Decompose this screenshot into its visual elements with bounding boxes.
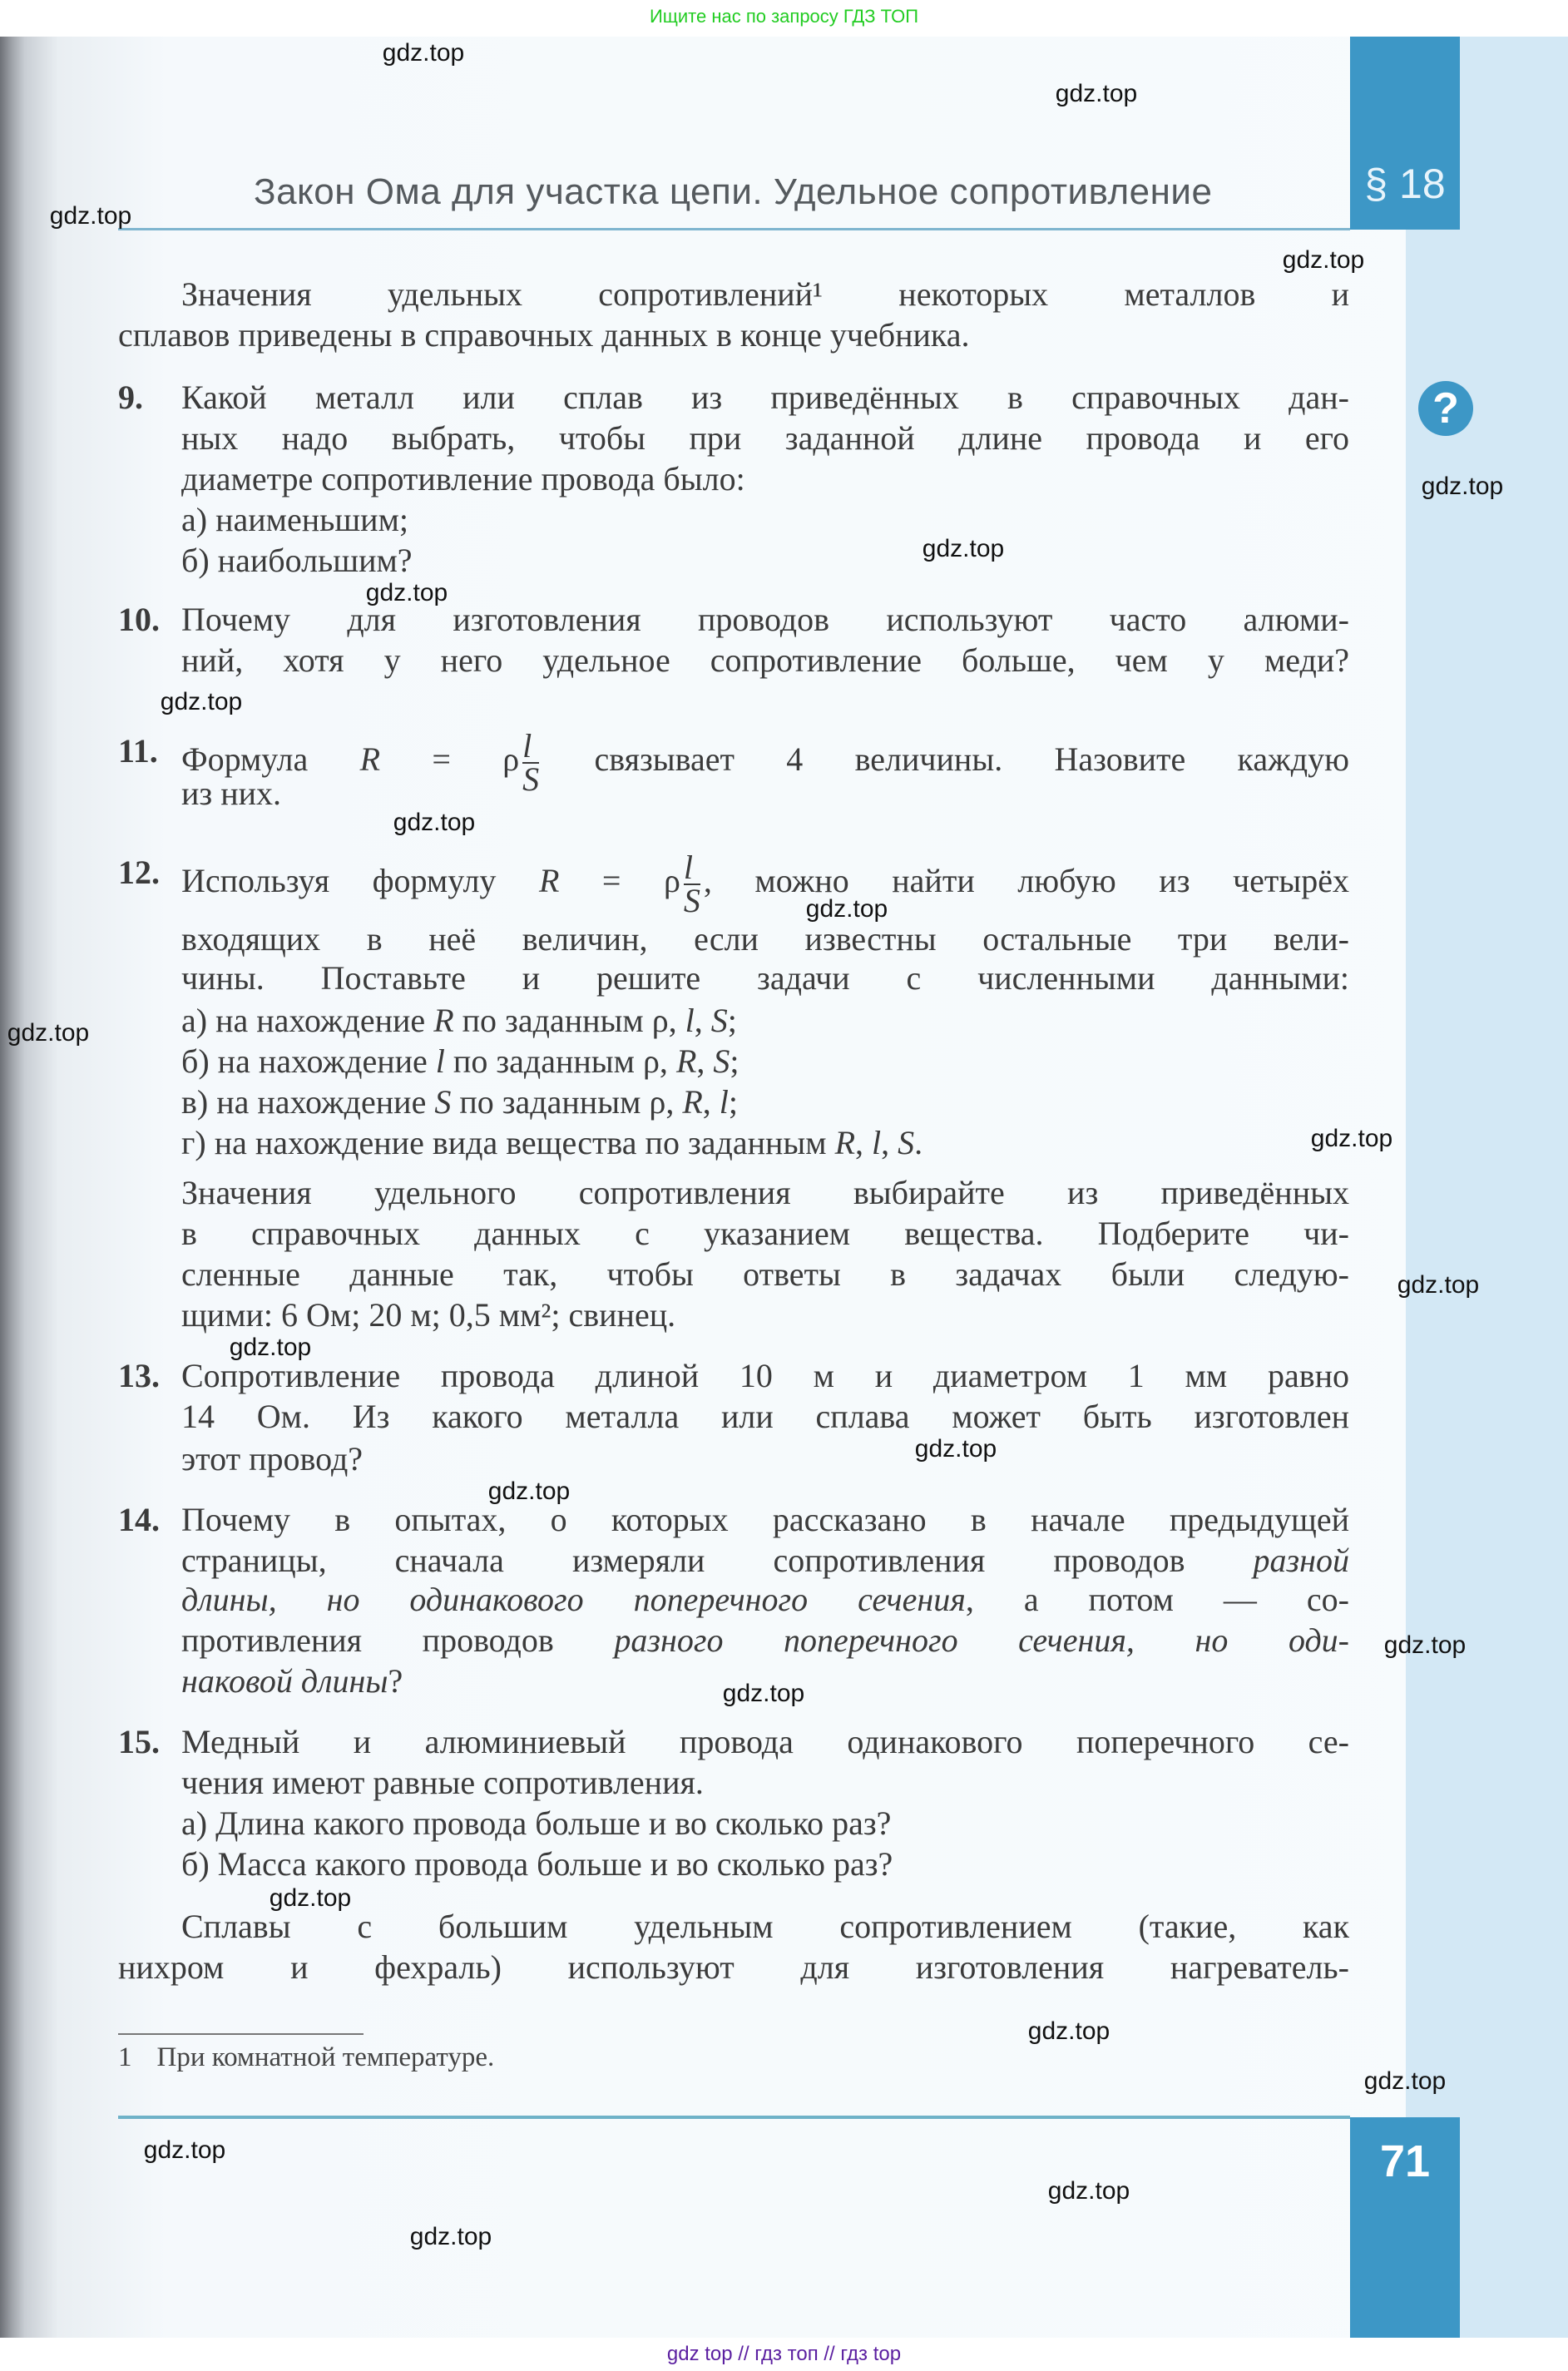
text-segment: этот провод? — [181, 1440, 364, 1478]
text-segment: по заданным ρ, — [453, 1002, 685, 1039]
text-line — [181, 727, 1349, 805]
text-segment: , — [881, 1124, 898, 1161]
text-line — [181, 1438, 363, 1480]
bottom-banner: gdz top // гдз топ // гдз top — [0, 2338, 1568, 2371]
italic-segment: разной — [1253, 1542, 1349, 1579]
text-segment: чины. Поставьте и решите задачи с численными данными: — [181, 959, 1349, 997]
footnote — [118, 2042, 494, 2073]
text-line — [181, 1579, 1349, 1621]
text-segment: входящих в неё величин, если известны остальные три вели- — [181, 920, 1349, 958]
text-segment: а) Длина какого провода больше и во сколько раз? — [181, 1804, 892, 1842]
text-segment: , а потом — со- — [965, 1581, 1349, 1618]
text-segment: Почему для изготовления проводов используют часто алюми- — [181, 601, 1349, 638]
text-line — [181, 1355, 1349, 1397]
fraction-numerator: l — [683, 849, 694, 886]
text-line — [181, 1721, 1349, 1763]
text-line — [118, 314, 970, 356]
question-number: 13. — [118, 1357, 160, 1394]
text-line — [181, 1172, 1349, 1214]
text-segment: б) Масса какого провода больше и во сколько раз? — [181, 1845, 893, 1883]
watermark: gdz.top — [1421, 473, 1504, 500]
footnote-text: При комнатной температуре. — [156, 2042, 495, 2072]
italic-segment: S — [710, 1002, 728, 1039]
text-line — [181, 1122, 922, 1164]
question-icon: ? — [1418, 381, 1473, 436]
watermark: gdz.top — [1047, 2177, 1130, 2205]
italic-segment: R — [834, 1124, 856, 1161]
text-line — [181, 458, 745, 500]
watermark: gdz.top — [365, 579, 448, 606]
text-segment: Используя формулу — [181, 862, 539, 900]
top-banner: Ищите нас по запросу ГДЗ ТОП — [0, 0, 1568, 37]
text-segment: ; — [728, 1083, 739, 1121]
text-segment: , можно найти любую из четырёх — [703, 862, 1349, 900]
question-number: 14. — [118, 1501, 160, 1538]
section-badge: § 18 — [1350, 37, 1460, 230]
text-segment: по заданным ρ, — [444, 1042, 676, 1080]
margin-strip-top — [1460, 37, 1568, 230]
watermark: gdz.top — [393, 809, 476, 836]
watermark: gdz.top — [160, 688, 243, 715]
text-segment: Медный и алюминиевый провода одинакового поперечного се- — [181, 1723, 1349, 1760]
footer-divider — [118, 2116, 1350, 2119]
italic-segment: S — [713, 1042, 730, 1080]
footnote-mark: 1 — [118, 2042, 132, 2072]
header-divider — [118, 228, 1350, 230]
watermark: gdz.top — [914, 1435, 997, 1463]
text-segment: сленные данные так, чтобы ответы в задачах были следую- — [181, 1255, 1349, 1293]
text-line — [181, 1762, 704, 1804]
italic-segment: R — [359, 740, 381, 779]
text-line — [181, 1396, 1349, 1438]
italic-segment: l — [719, 1083, 729, 1121]
fraction-denominator: S — [522, 760, 540, 798]
text-line — [181, 274, 1349, 315]
watermark: gdz.top — [722, 1680, 805, 1707]
text-line — [181, 1803, 891, 1844]
text-segment: в) на нахождение — [181, 1083, 435, 1121]
text-line — [181, 1213, 1349, 1255]
text-segment: Почему в опытах, о которых рассказано в начале предыдущей — [181, 1501, 1349, 1538]
italic-segment: S — [898, 1124, 915, 1161]
question-number: 9. — [118, 379, 143, 416]
text-segment: Значения удельного сопротивления выбирайте из приведённых — [181, 1174, 1349, 1211]
watermark: gdz.top — [409, 2223, 492, 2250]
watermark: gdz.top — [1027, 2017, 1110, 2045]
question-number: 12. — [118, 854, 160, 891]
text-line — [181, 958, 1349, 999]
text-line — [181, 1254, 1349, 1295]
watermark: gdz.top — [1055, 80, 1138, 107]
watermark: gdz.top — [382, 39, 465, 67]
text-line — [181, 1499, 1349, 1541]
italic-segment: R — [682, 1083, 703, 1121]
italic-segment: R — [433, 1002, 454, 1039]
watermark: gdz.top — [1383, 1631, 1467, 1659]
text-segment: щими: 6 Ом; 20 м; 0,5 мм²; свинец. — [181, 1296, 676, 1334]
italic-segment: l — [872, 1124, 882, 1161]
text-segment: г) на нахождение вида вещества по заданным — [181, 1124, 835, 1161]
fraction-denominator: S — [683, 882, 700, 919]
text-segment: из них. — [181, 775, 282, 812]
watermark: gdz.top — [143, 2136, 226, 2164]
text-line — [181, 1540, 1349, 1581]
footnote-divider — [118, 2033, 364, 2035]
watermark: gdz.top — [487, 1478, 571, 1505]
text-segment: , — [702, 1083, 720, 1121]
text-segment: связывает 4 величины. Назовите каждую — [542, 740, 1349, 779]
text-segment: ний, хотя у него удельное сопротивление больше, чем у меди? — [181, 641, 1349, 679]
page-number: 71 — [1350, 2117, 1460, 2338]
italic-segment: S — [434, 1083, 452, 1121]
formula-fraction — [522, 727, 540, 798]
text-segment: а) на нахождение — [181, 1002, 434, 1039]
text-line — [181, 1844, 893, 1885]
text-line — [181, 599, 1349, 641]
italic-segment: R — [538, 862, 560, 900]
italic-segment: l — [435, 1042, 445, 1080]
text-segment: = ρ — [380, 740, 520, 779]
italic-segment: наковой длины — [181, 1662, 388, 1700]
text-segment: , — [694, 1002, 711, 1039]
watermark: gdz.top — [1397, 1271, 1480, 1299]
watermark: gdz.top — [1282, 246, 1365, 274]
text-line — [118, 1947, 1349, 1988]
text-segment: чения имеют равные сопротивления. — [181, 1764, 704, 1801]
text-segment: противления проводов — [181, 1621, 615, 1659]
text-segment: сплавов приведены в справочных данных в конце учебника. — [118, 316, 970, 354]
italic-segment: длины, но одинакового поперечного сечения — [181, 1581, 966, 1618]
text-line — [181, 849, 1349, 927]
question-number: 11. — [118, 732, 158, 770]
text-segment: Какой металл или сплав из приведённых в справочных дан- — [181, 379, 1349, 416]
text-segment: нихром и фехраль) используют для изготовления нагреватель- — [118, 1948, 1349, 1986]
text-line — [181, 418, 1349, 459]
text-line — [181, 1906, 1349, 1948]
formula-fraction — [683, 849, 700, 919]
text-line — [181, 918, 1349, 960]
italic-segment: R — [675, 1042, 697, 1080]
watermark: gdz.top — [269, 1884, 352, 1912]
text-segment: , — [855, 1124, 873, 1161]
text-segment: = ρ — [559, 862, 680, 900]
text-line — [181, 499, 408, 541]
watermark: gdz.top — [1363, 2067, 1447, 2095]
text-segment: диаметре сопротивление провода было: — [181, 460, 745, 497]
text-segment: Сопротивление провода длиной 10 м и диаметром 1 мм равно — [181, 1357, 1349, 1394]
text-segment: ; — [727, 1002, 737, 1039]
text-segment: , — [696, 1042, 714, 1080]
watermark: gdz.top — [7, 1019, 90, 1047]
text-line — [181, 1041, 739, 1082]
watermark: gdz.top — [49, 202, 132, 230]
text-segment: б) наибольшим? — [181, 542, 413, 579]
text-segment: а) наименьшим; — [181, 501, 408, 538]
italic-segment: разного поперечного сечения, но оди- — [614, 1621, 1350, 1659]
text-segment: Формула — [181, 740, 360, 779]
watermark: gdz.top — [805, 895, 888, 923]
text-segment: Значения удельных сопротивлений¹ некоторых металлов и — [181, 275, 1349, 313]
watermark: gdz.top — [229, 1334, 312, 1361]
text-segment: в справочных данных с указанием вещества. Подберите чи- — [181, 1215, 1349, 1252]
text-line — [181, 773, 281, 814]
text-segment: ? — [388, 1662, 403, 1700]
text-line — [181, 1294, 675, 1336]
question-number: 10. — [118, 601, 160, 638]
fraction-numerator: l — [522, 727, 532, 765]
question-number: 15. — [118, 1723, 160, 1760]
text-segment: ных надо выбрать, чтобы при заданной длине провода и его — [181, 419, 1349, 457]
text-line — [181, 1000, 737, 1042]
text-segment: . — [914, 1124, 923, 1161]
text-segment: страницы, сначала измеряли сопротивления проводов — [181, 1542, 1254, 1579]
watermark: gdz.top — [1310, 1125, 1393, 1152]
text-segment: Сплавы с большим удельным сопротивлением (такие, как — [181, 1908, 1349, 1945]
text-line — [181, 540, 413, 582]
text-segment: б) на нахождение — [181, 1042, 436, 1080]
watermark: gdz.top — [922, 535, 1005, 562]
italic-segment: l — [685, 1002, 695, 1039]
page-title: Закон Ома для участка цепи. Удельное сопротивление — [254, 171, 1213, 212]
text-line — [181, 1082, 738, 1123]
text-line — [181, 640, 1349, 681]
text-line — [181, 377, 1349, 418]
text-segment: 14 Ом. Из какого металла или сплава может быть изготовлен — [181, 1398, 1349, 1435]
text-segment: ; — [730, 1042, 739, 1080]
text-line — [181, 1661, 403, 1702]
text-line — [181, 1620, 1349, 1661]
text-segment: по заданным ρ, — [451, 1083, 683, 1121]
